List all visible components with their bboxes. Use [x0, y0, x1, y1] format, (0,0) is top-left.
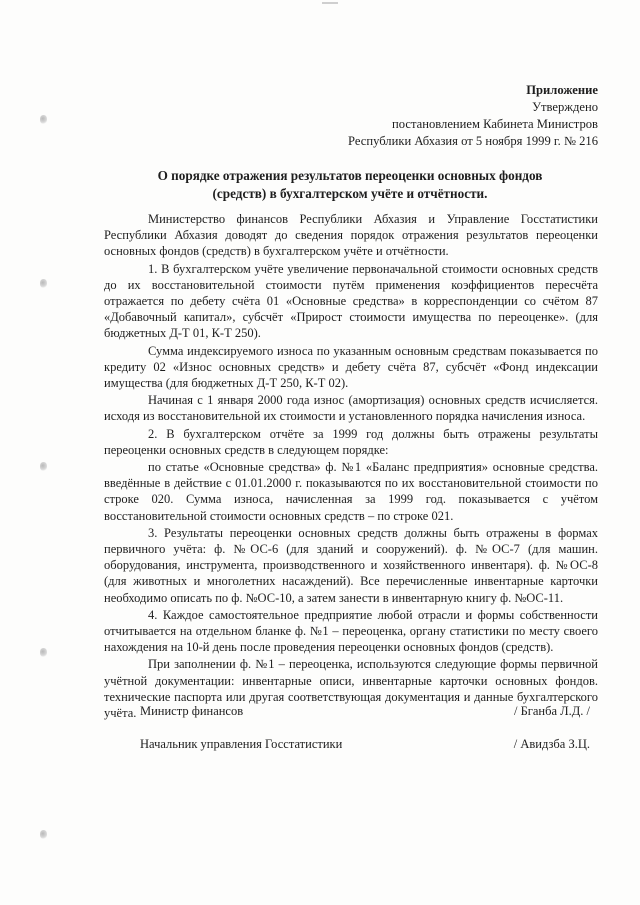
title-line: О порядке отражения результатов переоценки основных фондов — [157, 168, 543, 183]
document-body — [104, 211, 598, 722]
approval-block — [348, 82, 598, 150]
appendix-heading: Приложение — [526, 83, 598, 97]
paragraph-depreciation: Сумма индексируемого износа по указанным основным средствам показывается по кредиту 02 «Износ основных средств» и дебету счёта 87, субсчёт «Фонд индексации имущества (для бюджетных Д-Т 250, К-Т 02). — [104, 343, 598, 391]
punch-hole-mark — [40, 830, 47, 839]
paragraph-item-4: 4. Каждое самостоятельное предприятие любой отрасли и формы собственности отчитывается на отдельном бланке ф. №1 – переоценка, органу статистики по месту своего нахождения на 10-й день после проведения переоценки основных фондов (средств). — [104, 607, 598, 655]
signatory-name: / Авидзба З.Ц. — [513, 737, 590, 751]
paragraph-amortization: Начиная с 1 января 2000 года износ (амортизация) основных средств исчисляется. исходя из восстановительной их стоимости и установленного порядка начисления износа. — [104, 393, 598, 424]
punch-hole-mark — [40, 462, 47, 471]
paragraph-item-1: 1. В бухгалтерском учёте увеличение первоначальной стоимости основных средств до их восстановительной стоимости путём применения коэффициентов пересчёта отражается по дебету счёта 01 «Основные средства» в корреспонденции со счётом 87 «Добавочный капитал», субсчёт «Прирост стоимости имущества по переоценке». (для бюджетных Д-Т 01, К-Т 250). — [104, 261, 598, 341]
punch-hole-mark — [40, 115, 47, 124]
punch-hole-mark — [40, 279, 47, 288]
signatory-role: Начальник управления Госстатистики — [140, 737, 343, 751]
signatory-name: / Бганба Л.Д. / — [513, 704, 590, 718]
approval-authority: постановлением Кабинета Министров — [392, 117, 598, 131]
paragraph-balance-sheet: по статье «Основные средства» ф. №1 «Баланс предприятия» основные средства. введённые в действие с 01.01.2000 г. показываются по их восстановительной стоимости по строке 020. Сумма износа, начисленная за 1999 год. показывается с учётом восстановительной стоимости основных средств – по строке 021. — [104, 460, 598, 523]
approval-resolution: Республики Абхазия от 5 ноября 1999 г. № 216 — [348, 134, 598, 148]
signatory-role: Министр финансов — [140, 704, 244, 718]
paragraph-item-2: 2. В бухгалтерском отчёте за 1999 год должны быть отражены результаты переоценки основных средств в следующем порядке: — [104, 426, 598, 457]
paragraph-intro: Министерство финансов Республики Абхазия и Управление Госстатистики Республики Абхазия доводят до сведения порядок отражения результатов переоценки основных фондов (средств) в бухгалтерском учёте и отчётности. — [104, 212, 598, 259]
document-title — [120, 167, 580, 202]
paragraph-primary-docs: При заполнении ф. №1 – переоценка, используются следующие формы первичной учётной документации: инвентарные описи, инвентарные карточки основных фондов. технические паспорта или другая соответствующая документация и данные бухгалтерского учёта. — [104, 657, 598, 721]
paragraph-item-3: 3. Результаты переоценки основных средств должны быть отражены в формах первичного учёта: ф. №ОС-6 (для зданий и сооружений). ф. №ОС-7 (для машин. оборудования, инструмента, производственного и хозяйственного инвентаря). ф. №ОС-8 (для животных и многолетних насаждений). Все перечисленные инвентарные карточки необходимо описать по ф. №ОС-10, а затем занести в инвентарную книгу ф. №ОС-11. — [104, 525, 598, 605]
title-line: (средств) в бухгалтерском учёте и отчётности. — [212, 185, 488, 201]
scan-artifact — [322, 2, 338, 4]
punch-hole-mark — [40, 648, 47, 657]
approved-label: Утверждено — [532, 100, 598, 114]
